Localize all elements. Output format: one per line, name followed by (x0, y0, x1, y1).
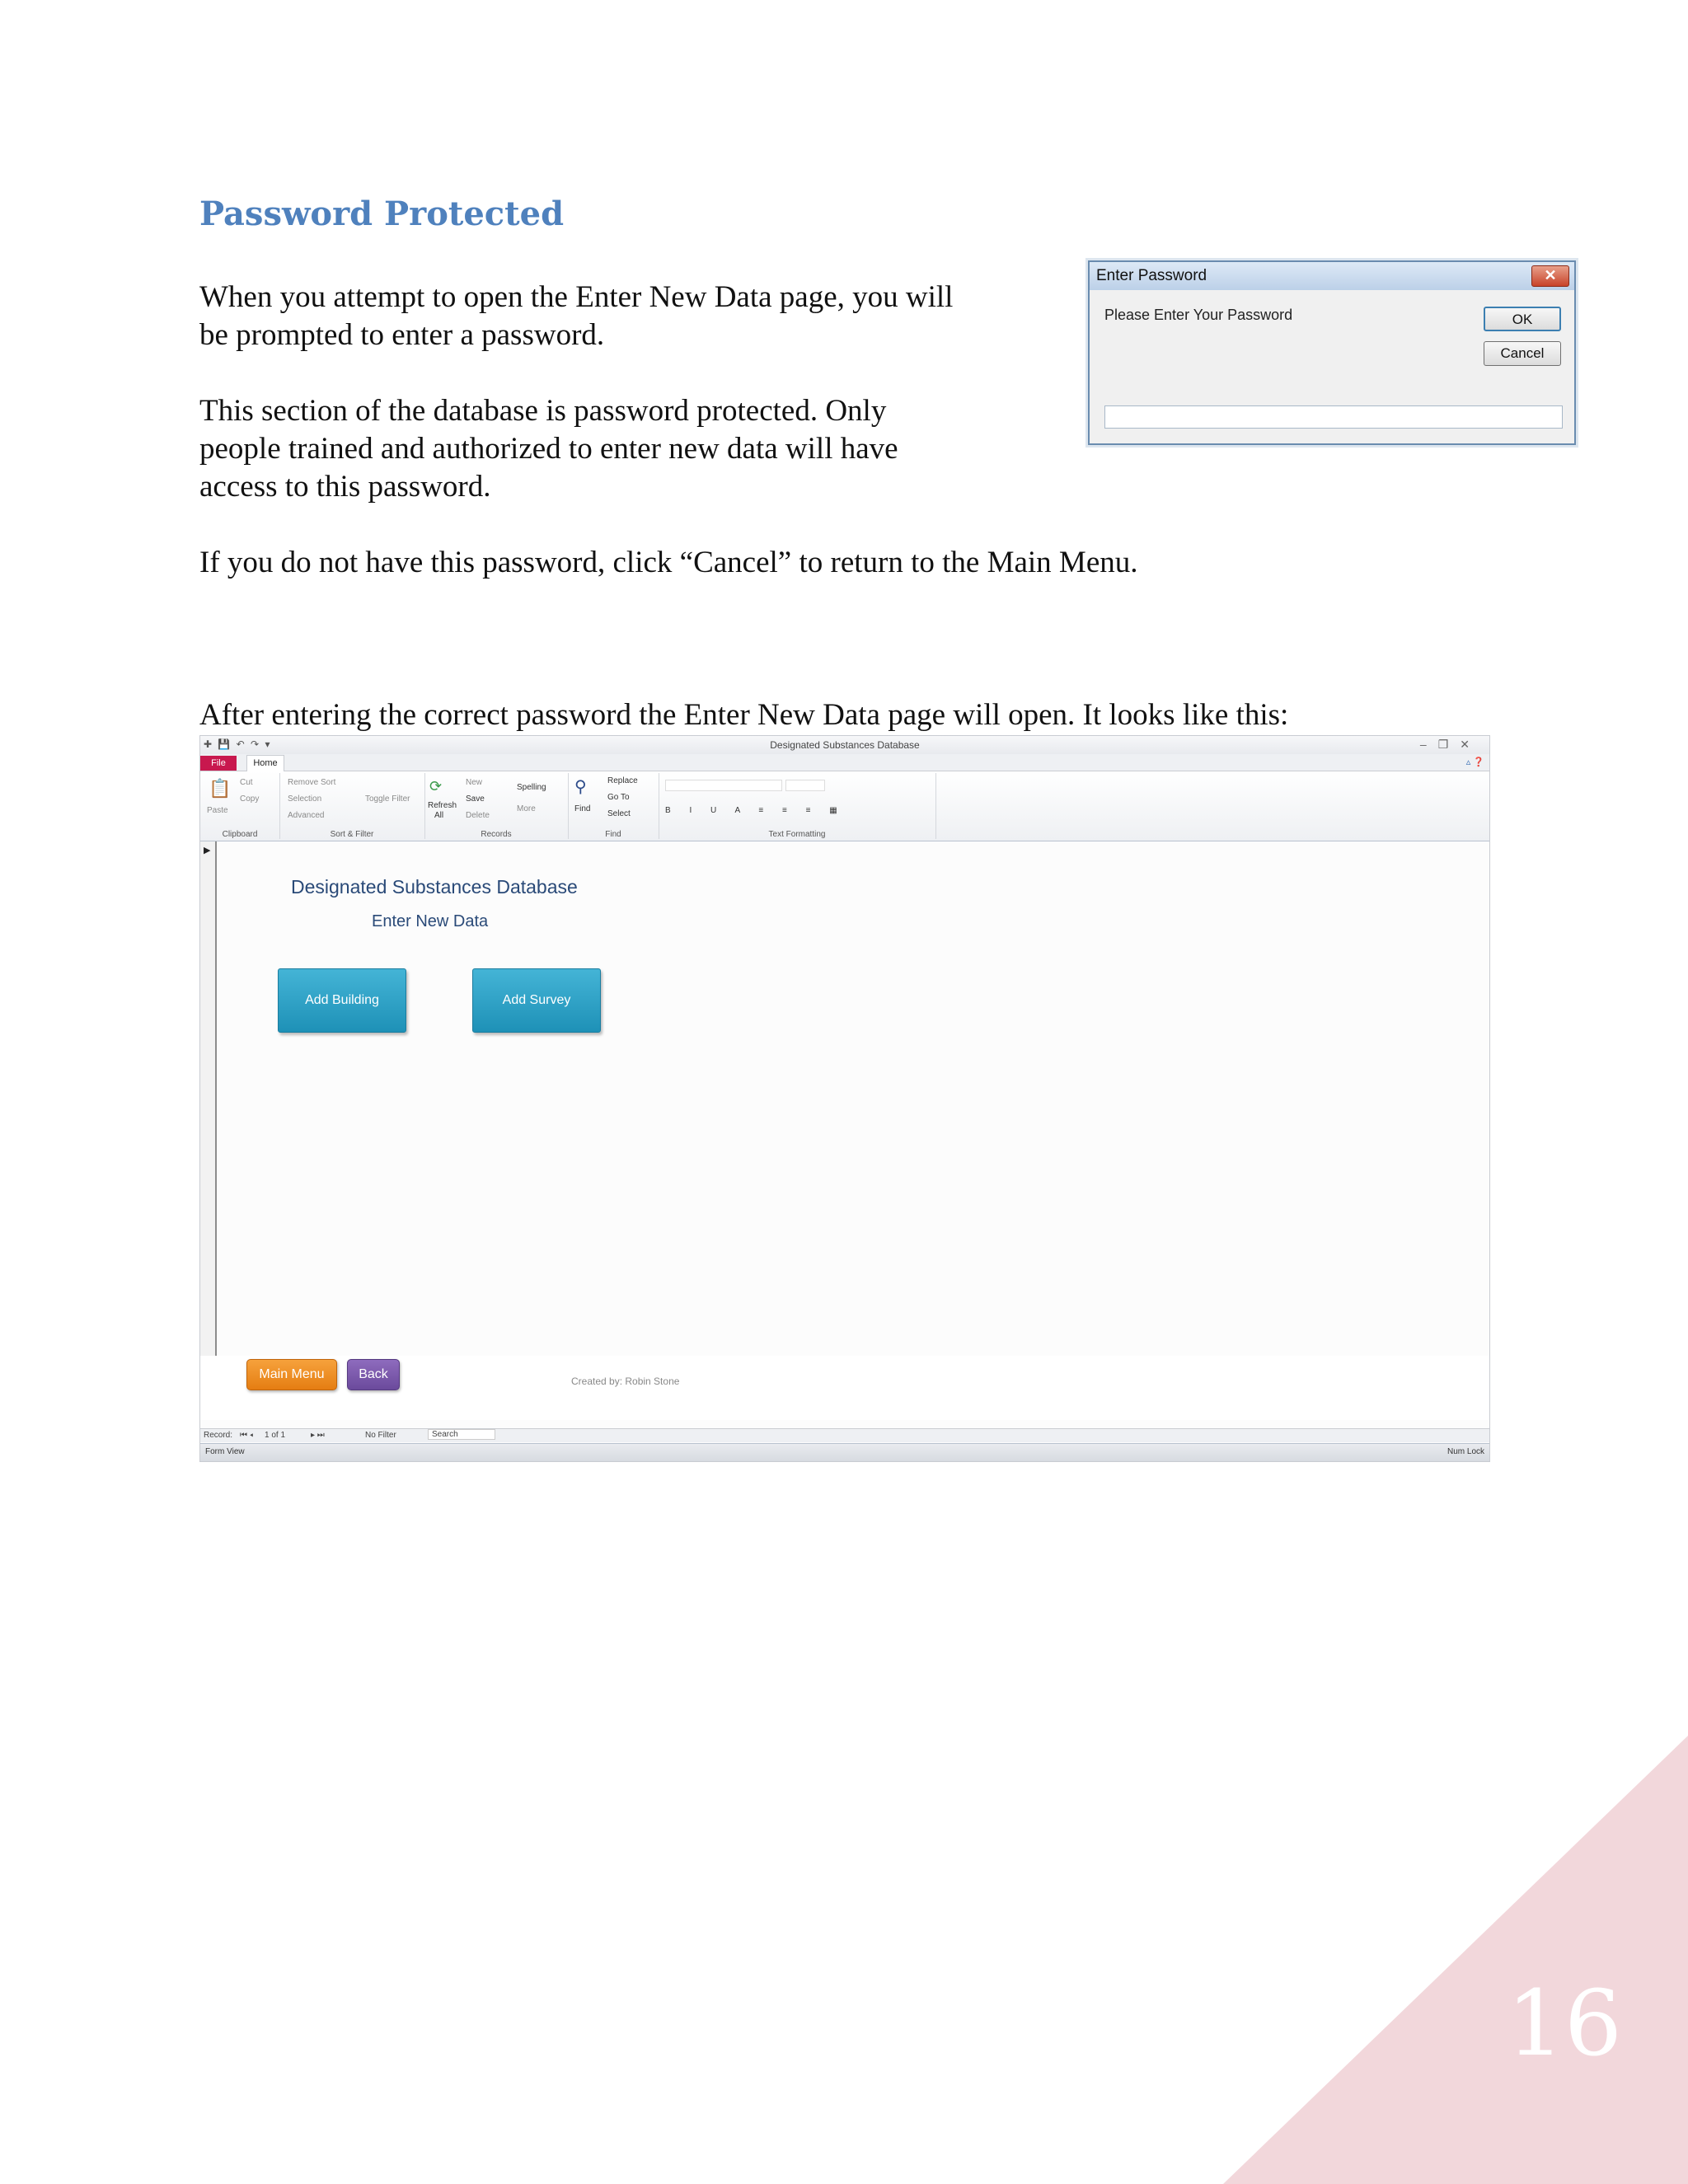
select-button[interactable]: Select (607, 809, 631, 818)
record-label: Record: (204, 1431, 233, 1440)
save-record-button[interactable]: Save (466, 794, 485, 804)
binoculars-icon: ⚲ (574, 778, 587, 796)
more-button[interactable]: More (517, 804, 536, 813)
dialog-title: Enter Password (1090, 262, 1574, 290)
font-size-dropdown[interactable] (785, 780, 825, 791)
toggle-filter-button[interactable]: Toggle Filter (365, 794, 410, 804)
paragraph-cancel-instruction: If you do not have this password, click “Cancel” to return to the Main Menu. (199, 546, 1138, 579)
form-area (200, 841, 1490, 1356)
ribbon-group-label: Text Formatting (768, 830, 826, 839)
paragraph-line: be prompted to enter a password. (199, 318, 605, 352)
created-by-label: Created by: Robin Stone (571, 1376, 680, 1387)
tab-home[interactable]: Home (246, 755, 284, 771)
record-counter[interactable]: 1 of 1 (265, 1431, 286, 1440)
ribbon-group-label: Records (481, 830, 512, 839)
search-input[interactable]: Search (428, 1429, 495, 1440)
remove-sort-button[interactable]: Remove Sort (288, 778, 336, 787)
form-footer (200, 1356, 1490, 1420)
ribbon-tabs (200, 754, 1489, 771)
cut-button[interactable]: Cut (240, 778, 253, 787)
status-bar (200, 1443, 1490, 1462)
ribbon-group-label: Sort & Filter (330, 830, 374, 839)
paste-button[interactable]: Paste (207, 806, 228, 815)
ribbon-group-sort-filter (279, 773, 425, 839)
ribbon-group-clipboard (200, 773, 280, 839)
spelling-button[interactable]: Spelling (517, 783, 546, 792)
paragraph-line: access to this password. (199, 470, 491, 504)
add-building-button[interactable]: Add Building (278, 968, 406, 1033)
close-icon[interactable]: ✕ (1531, 265, 1569, 287)
format-buttons-icons[interactable]: B I U A ≡ ≡ ≡ ▦ (665, 806, 846, 815)
ok-button[interactable]: OK (1484, 307, 1561, 331)
help-icon[interactable]: ▵ ❓ (1465, 757, 1484, 767)
access-window (199, 735, 1490, 1462)
status-view: Form View (205, 1447, 245, 1456)
advanced-button[interactable]: Advanced (288, 811, 325, 820)
window-titlebar (200, 736, 1489, 754)
form-title: Designated Substances Database (291, 876, 578, 898)
tab-file[interactable]: File (200, 756, 237, 771)
decorative-corner-triangle (1223, 1736, 1688, 2184)
record-pointer-icon: ▶ (204, 846, 211, 855)
paragraph-line: people trained and authorized to enter new data will have (199, 432, 898, 466)
refresh-all-sub: All (434, 811, 444, 820)
paste-icon: 📋 (209, 778, 232, 799)
replace-button[interactable]: Replace (607, 776, 638, 785)
delete-record-button[interactable]: Delete (466, 811, 490, 820)
status-num-lock: Num Lock (1447, 1447, 1484, 1456)
page-number: 16 (1507, 1971, 1622, 2076)
copy-button[interactable]: Copy (240, 794, 260, 804)
refresh-icon: ⟳ (429, 778, 443, 794)
section-heading: Password Protected (199, 194, 565, 233)
quick-access-toolbar-icons[interactable]: ✚ 💾 ↶ ↷ ▾ (204, 738, 272, 750)
password-input[interactable] (1104, 405, 1563, 429)
first-record-icon[interactable]: ⏮ ◂ (240, 1431, 254, 1440)
ribbon-group-records (424, 773, 569, 839)
window-controls-icon[interactable]: –❐✕ (1419, 738, 1481, 751)
ribbon-group-text-formatting (659, 773, 936, 839)
selection-button[interactable]: Selection (288, 794, 322, 804)
refresh-all-button[interactable]: Refresh (428, 801, 457, 810)
paragraph-after-password: After entering the correct password the Enter New Data page will open. It looks like this: (199, 698, 1289, 732)
ribbon-group-label: Find (605, 830, 621, 839)
cancel-button[interactable]: Cancel (1484, 341, 1561, 366)
ribbon-group-label: Clipboard (222, 830, 258, 839)
new-record-button[interactable]: New (466, 778, 483, 787)
enter-password-dialog (1088, 260, 1576, 445)
back-button[interactable]: Back (347, 1359, 400, 1390)
paragraph-line: This section of the database is password protected. Only (199, 394, 887, 428)
main-menu-button[interactable]: Main Menu (246, 1359, 337, 1390)
ribbon-group-find (568, 773, 659, 839)
dialog-prompt: Please Enter Your Password (1104, 307, 1293, 323)
ribbon (200, 771, 1489, 842)
record-navigation-bar (200, 1428, 1490, 1442)
record-selector[interactable] (200, 841, 217, 1356)
goto-button[interactable]: Go To (607, 793, 630, 802)
paragraph-line: When you attempt to open the Enter New Data page, you will (199, 280, 954, 314)
form-subtitle: Enter New Data (372, 912, 489, 930)
window-title: Designated Substances Database (770, 739, 920, 751)
add-survey-button[interactable]: Add Survey (472, 968, 601, 1033)
next-record-icon[interactable]: ▸ ⏭ (311, 1431, 325, 1440)
font-name-dropdown[interactable] (665, 780, 782, 791)
find-button[interactable]: Find (574, 804, 591, 813)
filter-indicator[interactable]: No Filter (365, 1431, 396, 1440)
